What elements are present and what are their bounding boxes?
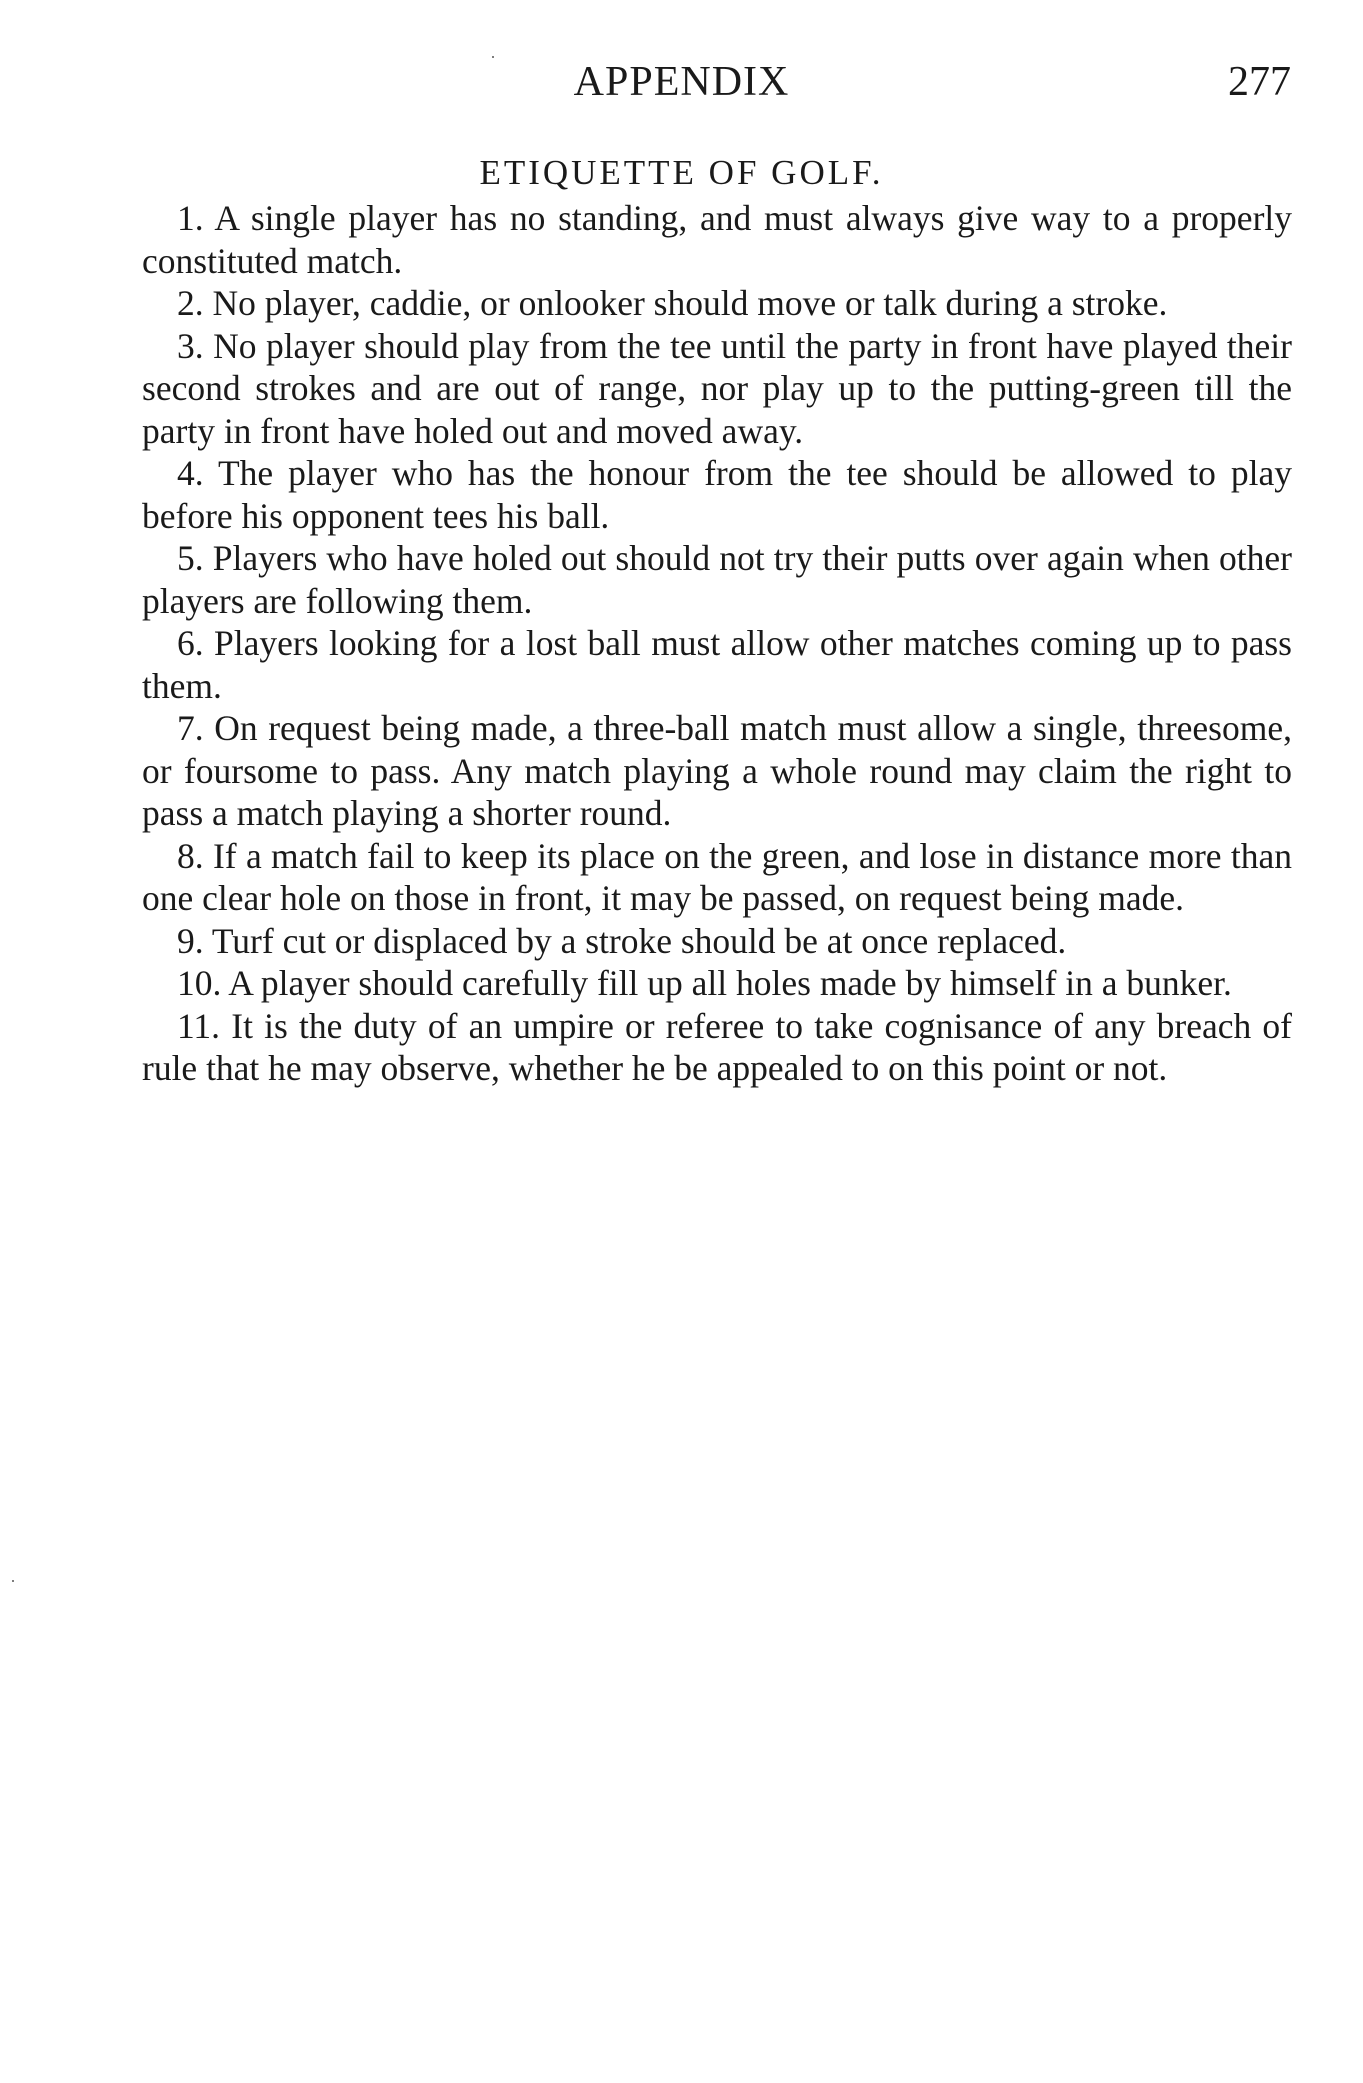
rule-item: 7. On request being made, a three-ball match must allow a single, threesome, or foursome to pass. Any match playing a whole round may claim the right to pass a match playing a shorter round. (142, 708, 1292, 833)
rule-item: 10. A player should carefully fill up all holes made by himself in a bunker. (177, 963, 1232, 1003)
rules-list (142, 197, 1292, 1090)
rule-item: 9. Turf cut or displaced by a stroke should be at once replaced. (177, 920, 1067, 961)
page-number: 277 (1228, 59, 1291, 105)
rule-item: 8. If a match fail to keep its place on the green, and lose in distance more than one clear hole on those in front, it may be passed, on request being made. (142, 835, 1292, 918)
running-head (0, 52, 1363, 112)
scan-speck (12, 1580, 14, 1582)
rule-item: 2. No player, caddie, or onlooker should move or talk during a stroke. (177, 283, 1168, 323)
rule-item: 11. It is the duty of an umpire or referee to take cognisance of any breach of rule that he may observe, whether he be appealed to on this point or not. (142, 1005, 1292, 1088)
scan-speck (492, 56, 494, 58)
running-title: APPENDIX (573, 59, 790, 105)
rule-item: 1. A single player has no standing, and must always give way to a properly constituted match. (142, 198, 1292, 281)
rule-item: 5. Players who have holed out should not try their putts over again when other players are following them. (142, 538, 1292, 621)
rule-item: 3. No player should play from the tee until the party in front have played their second strokes and are out of range, nor play up to the putting-green till the party in front have holed out and moved away. (142, 325, 1292, 451)
rule-item: 4. The player who has the honour from the tee should be allowed to play before his opponent tees his ball. (142, 453, 1292, 536)
section-heading: ETIQUETTE OF GOLF. (479, 153, 884, 192)
rule-item: 6. Players looking for a lost ball must allow other matches coming up to pass them. (142, 623, 1292, 706)
